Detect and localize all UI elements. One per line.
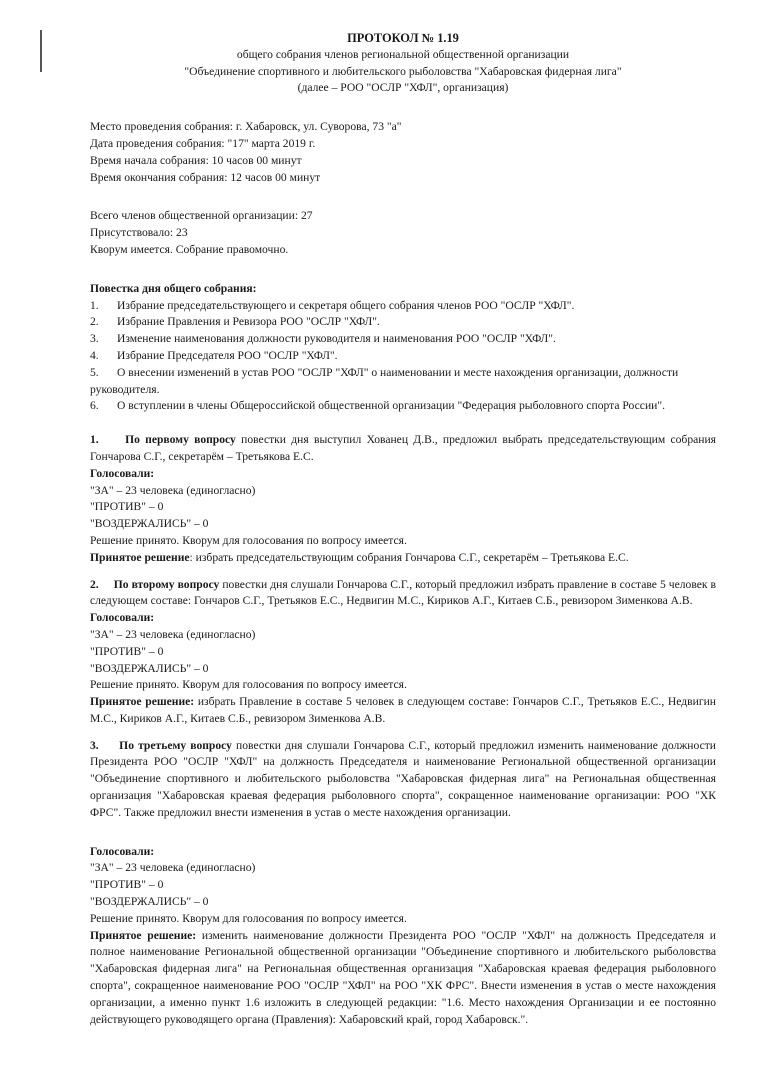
agenda-item: 4. Избрание Председателя РОО "ОСЛР "ХФЛ". bbox=[90, 348, 338, 362]
agenda-title: Повестка дня общего собрания: bbox=[90, 281, 257, 295]
scan-mark bbox=[40, 30, 42, 72]
document-title: ПРОТОКОЛ № 1.19 bbox=[347, 31, 459, 45]
question-text: 2. По второму вопросу повестки дня слушали Гончарова С.Г., который предложил избрать правление в составе 5 человек в следующем составе: Гончаров С.Г., Третьяков Е.С., Недвигин М.С., Кириков А.Г., Китаев С.Б., ревизором Зименкова А.В. bbox=[90, 577, 716, 608]
vote-for: "ЗА" – 23 человека (единогласно) bbox=[90, 483, 256, 497]
total-members: Всего членов общественной организации: 27 bbox=[90, 209, 313, 223]
vote-result: Решение принято. Кворум для голосования по вопросу имеется. bbox=[90, 911, 407, 925]
agenda-item: 5. О внесении изменений в устав РОО "ОСЛР "ХФЛ" о наименовании и месте нахождения организации, должности bbox=[90, 365, 679, 379]
voted-label: Голосовали: bbox=[90, 466, 155, 480]
header-line-1: общего собрания членов региональной общественной организации bbox=[236, 47, 570, 61]
vote-against: "ПРОТИВ" – 0 bbox=[90, 878, 164, 892]
present-count: Присутствовало: 23 bbox=[90, 226, 188, 240]
meeting-end: Время окончания собрания: 12 часов 00 минут bbox=[90, 170, 321, 184]
meeting-info bbox=[90, 119, 716, 186]
decision: Принятое решение: избрать Правление в составе 5 человек в следующем составе: Гончаров С.Г., Третьяков Е.С., Недвигин М.С., Кириков А.Г., Китаев С.Б., ревизором Зименкова А.В. bbox=[90, 695, 716, 725]
question-section-2 bbox=[90, 577, 716, 728]
vote-result: Решение принято. Кворум для голосования по вопросу имеется. bbox=[90, 533, 407, 547]
vote-abstain: "ВОЗДЕРЖАЛИСЬ" – 0 bbox=[90, 661, 209, 675]
vote-abstain: "ВОЗДЕРЖАЛИСЬ" – 0 bbox=[90, 895, 209, 909]
agenda bbox=[90, 281, 716, 415]
decision: Принятое решение: изменить наименование должности Президента РОО "ОСЛР "ХФЛ" на должность Председателя и полное наименование Региональной общественной организации "Объединение спортивного и любительского рыболовства "Хабаровская фидерная лига" на Региональная общественная организация "Хабаровская краевая федерация рыболовного спорта", сокращенное наименование РОО "ОСЛР "ХФЛ" на РОО "ХК ФРС". Внести изменения в устав о месте нахождения организации, а именно пункт 1.6 изложить в следующей редакции: "1.6. Место нахождения Организации и ее постоянно действующего руководящего органа (Правления): Хабаровский край, город Хабаровск.". bbox=[90, 928, 716, 1026]
vote-for: "ЗА" – 23 человека (единогласно) bbox=[90, 861, 256, 875]
decision: Принятое решение: избрать председательствующим собрания Гончарова С.Г., секретарём – Третьякова Е.С. bbox=[90, 550, 629, 564]
attendance bbox=[90, 208, 716, 258]
meeting-start: Время начала собрания: 10 часов 00 минут bbox=[90, 153, 302, 167]
question-text: 1. По первому вопросу повестки дня выступил Хованец Д.В., предложил выбрать председательствующим собрания Гончарова С.Г., секретарём – Третьякова Е.С. bbox=[90, 433, 717, 463]
vote-for: "ЗА" – 23 человека (единогласно) bbox=[90, 627, 256, 641]
quorum-note: Кворум имеется. Собрание правомочно. bbox=[90, 242, 289, 256]
question-text: 3. По третьему вопросу повестки дня слушали Гончарова С.Г., который предложил изменить наименование должности Президента РОО "ОСЛР "ХФЛ" на должность Председателя и наименование Региональной общественной организации "Объединение спортивного и любительского рыболовства "Хабаровская фидерная лига" на Региональная общественная организация "Хабаровская краевая федерация рыболовного спорта", сокращенное наименование организации: РОО "ХК ФРС". Также предложил внести изменения в устав о месте нахождения организации. bbox=[90, 738, 716, 819]
meeting-place: Место проведения собрания: г. Хабаровск, ул. Суворова, 73 "а" bbox=[90, 120, 402, 134]
header-line-3: (далее – РОО "ОСЛР "ХФЛ", организация) bbox=[297, 81, 509, 95]
vote-abstain: "ВОЗДЕРЖАЛИСЬ" – 0 bbox=[90, 517, 209, 531]
agenda-item-continuation: руководителя. bbox=[90, 382, 160, 396]
voted-label: Голосовали: bbox=[90, 611, 155, 625]
question-section-3 bbox=[90, 738, 716, 1029]
header-line-2: "Объединение спортивного и любительского рыболовства "Хабаровская фидерная лига" bbox=[184, 64, 622, 78]
voted-label: Голосовали: bbox=[90, 844, 155, 858]
agenda-item: 6. О вступлении в члены Общероссийской общественной организации "Федерация рыболовного спорта России". bbox=[90, 399, 665, 413]
agenda-item: 3. Изменение наименования должности руководителя и наименования РОО "ОСЛР "ХФЛ". bbox=[90, 332, 556, 346]
agenda-item: 2. Избрание Правления и Ревизора РОО "ОСЛР "ХФЛ". bbox=[90, 315, 380, 329]
question-section-1 bbox=[90, 432, 716, 566]
document-page bbox=[90, 30, 716, 1028]
vote-result: Решение принято. Кворум для голосования по вопросу имеется. bbox=[90, 678, 407, 692]
meeting-date: Дата проведения собрания: "17" марта 2019 г. bbox=[90, 136, 316, 150]
agenda-item: 1. Избрание председательствующего и секретаря общего собрания членов РОО "ОСЛР "ХФЛ". bbox=[90, 298, 575, 312]
vote-against: "ПРОТИВ" – 0 bbox=[90, 500, 164, 514]
vote-against: "ПРОТИВ" – 0 bbox=[90, 644, 164, 658]
